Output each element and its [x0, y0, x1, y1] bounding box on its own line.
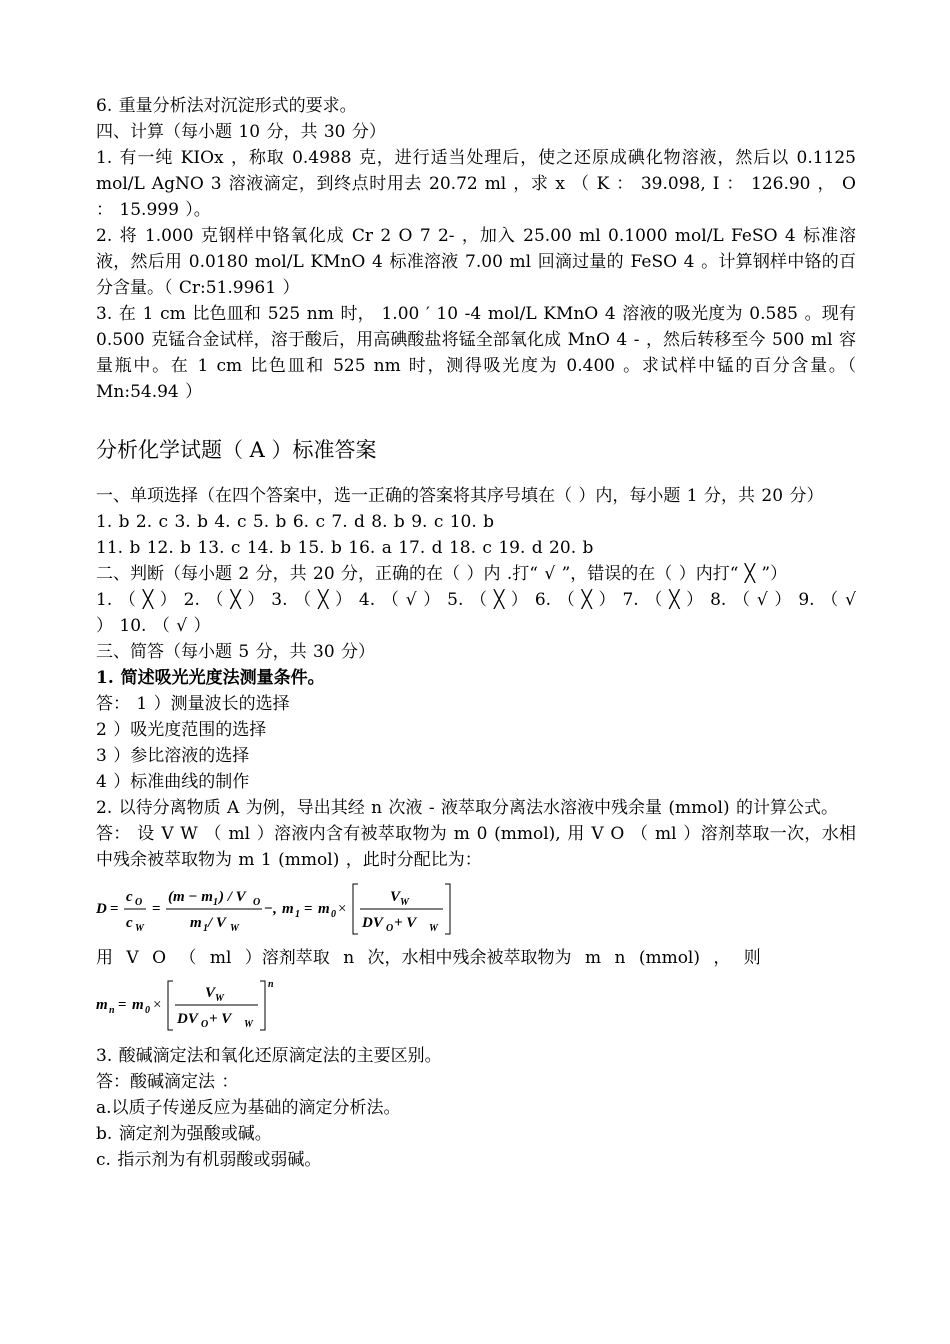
svg-text:=: = — [304, 901, 313, 917]
svg-text:n: n — [109, 1005, 115, 1016]
short-q3-ans-c: c. 指示剂为有机弱酸或弱碱。 — [96, 1150, 322, 1170]
svg-text:m: m — [282, 901, 294, 917]
svg-text:c: c — [126, 915, 133, 931]
short-q2-ans-continued: 用 V O （ ml ）溶剂萃取 n 次，水相中残余被萃取物为 m n (mmol) ， 则 — [96, 948, 761, 968]
svg-text:+ V: + V — [209, 1011, 232, 1027]
short-q3-ans-b: b. 滴定剂为强酸或碱。 — [96, 1124, 272, 1144]
svg-text:c: c — [126, 889, 133, 905]
svg-text:1: 1 — [203, 923, 208, 934]
svg-text:W: W — [429, 923, 438, 934]
mc-answers-2: 11. b 12. b 13. c 14. b 15. b 16. a 17. d 18. c 19. d 20. b — [96, 538, 594, 558]
short-q1-ans-1: 答： 1 ）测量波长的选择 — [96, 694, 290, 714]
svg-text:O: O — [253, 897, 261, 908]
svg-text:×: × — [338, 901, 347, 917]
short-q1: 1. 简述吸光光度法测量条件。 — [96, 668, 325, 688]
mc-answers-1: 1. b 2. c 3. b 4. c 5. b 6. c 7. d 8. b 9. c 10. b — [96, 512, 495, 532]
svg-text:W: W — [230, 923, 239, 934]
short-q3-ans-a: a.以质子传递反应为基础的滴定分析法。 — [96, 1098, 401, 1118]
svg-text:/ V: / V — [208, 915, 226, 931]
calc-problem-2: 2. 将 1.000 克钢样中铬氧化成 Cr 2 O 7 2- ，加入 25.00 ml 0.1000 mol/L FeSO 4 标准溶液，然后用 0.0180 mol/L KMnO 4 标准溶液 7.00 ml 回滴过量的 FeSO 4 。计算钢样中铬的百分含量。（ Cr:51.9961 ） — [96, 226, 856, 298]
svg-text:=: = — [118, 997, 127, 1013]
svg-text:O: O — [386, 923, 394, 934]
section-2-heading: 二、判断（每小题 2 分，共 20 分，正确的在（ ）内 .打“ √ ”，错误的在（ ）内打“ ╳ ”） — [96, 564, 788, 584]
svg-text:V: V — [390, 889, 401, 905]
svg-text:×: × — [153, 997, 162, 1013]
svg-text:=: = — [152, 901, 161, 917]
section-4-heading: 四、计算（每小题 10 分，共 30 分） — [96, 122, 386, 142]
svg-text:0: 0 — [331, 909, 336, 920]
svg-text:m: m — [132, 997, 144, 1013]
section-1-heading: 一、单项选择（在四个答案中，选一正确的答案将其序号填在（ ）内，每小题 1 分，共 20 分） — [96, 486, 824, 506]
document-page — [96, 93, 856, 1173]
svg-text:1: 1 — [295, 909, 300, 920]
section-3-heading: 三、简答（每小题 5 分，共 30 分） — [96, 642, 376, 662]
svg-text:−,: −, — [264, 901, 277, 917]
svg-text:m: m — [190, 915, 202, 931]
calc-problem-3: 3. 在 1 cm 比色皿和 525 nm 时， 1.00 ′ 10 -4 mol/L KMnO 4 溶液的吸光度为 0.585 。现有 0.500 克锰合金试样，溶于酸后，用高碘酸盐将锰全部氧化成 MnO 4 - ，然后转移至今 500 ml 容量瓶中。在 1 cm 比色皿和 525 nm 时，测得吸光度为 0.400 。求试样中锰的百分含量。（ Mn:54.94 ） — [96, 304, 856, 402]
svg-text:W: W — [400, 897, 409, 908]
short-q2: 2. 以待分离物质 A 为例，导出其经 n 次液 - 液萃取分离法水溶液中残余量 (mmol) 的计算公式。 — [96, 798, 838, 818]
short-q2-ans: 答： 设 V W （ ml ）溶液内含有被萃取物为 m 0 (mmol), 用 V O （ ml ）溶剂萃取一次，水相中残余被萃取物为 m 1 (mmol) ，此时分配比为： — [96, 824, 856, 870]
tf-answers: 1. （ ╳ ） 2. （ ╳ ） 3. （ ╳ ） 4. （ √ ） 5. （ ╳ ） 6. （ ╳ ） 7. （ ╳ ） 8. （ √ ） 9. （ √ ） 10. （ √ ） — [96, 590, 856, 636]
svg-text:m: m — [96, 997, 108, 1013]
svg-text:+ V: + V — [394, 915, 417, 931]
svg-text:DV: DV — [362, 915, 383, 931]
question-6: 6. 重量分析法对沉淀形式的要求。 — [96, 96, 357, 116]
svg-text:O: O — [201, 1019, 209, 1030]
svg-text:V: V — [205, 985, 216, 1001]
svg-text:W: W — [135, 923, 144, 934]
short-q1-ans-3: 3 ）参比溶液的选择 — [96, 746, 250, 766]
svg-text:0: 0 — [145, 1005, 150, 1016]
svg-text:W: W — [215, 993, 224, 1004]
answer-title: 分析化学试题（ A ）标准答案 — [96, 438, 377, 462]
distribution-ratio-formula — [96, 881, 856, 937]
short-q1-ans-2: 2 ）吸光度范围的选择 — [96, 720, 267, 740]
svg-text:DV: DV — [177, 1011, 198, 1027]
svg-text:W: W — [244, 1019, 253, 1030]
short-q3: 3. 酸碱滴定法和氧化还原滴定法的主要区别。 — [96, 1046, 442, 1066]
svg-text:1: 1 — [213, 897, 218, 908]
residual-amount-formula — [96, 975, 856, 1033]
svg-text:) / V: ) / V — [219, 889, 246, 905]
short-q1-ans-4: 4 ）标准曲线的制作 — [96, 772, 250, 792]
svg-text:O: O — [135, 897, 143, 908]
calc-problem-1: 1. 有一纯 KIOx ，称取 0.4988 克，进行适当处理后，使之还原成碘化物溶液，然后以 0.1125 mol/L AgNO 3 溶液滴定，到终点时用去 20.72 ml ，求 x （ K ： 39.098, I ： 126.90 ， O ： 15.999 ）。 — [96, 148, 856, 220]
formula-D: D — [96, 901, 107, 917]
svg-text:n: n — [268, 979, 274, 990]
svg-text:m: m — [318, 901, 330, 917]
short-q3-ans-0: 答：酸碱滴定法 ： — [96, 1072, 239, 1092]
svg-text:(m − m: (m − m — [168, 889, 213, 905]
svg-text:=: = — [110, 901, 119, 917]
